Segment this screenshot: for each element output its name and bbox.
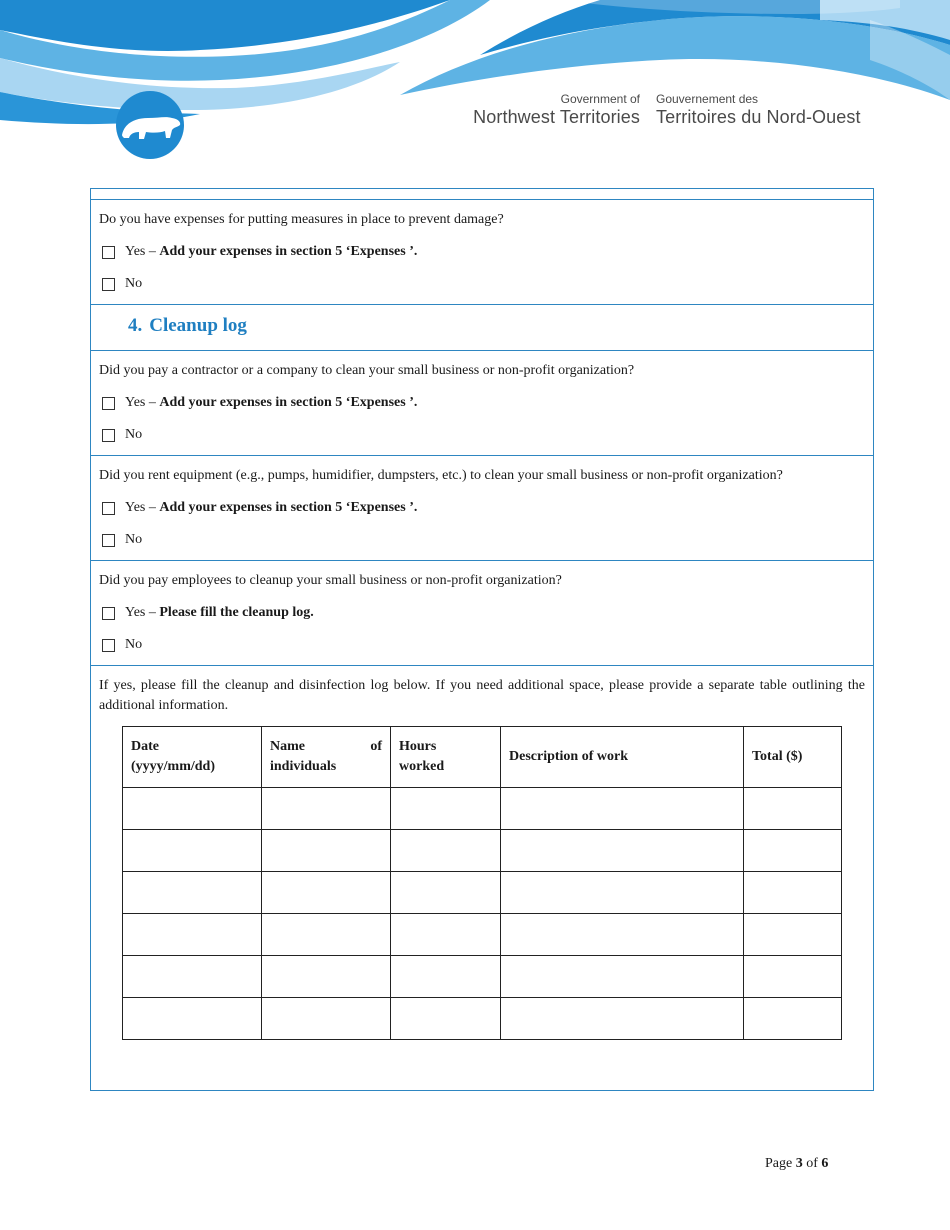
col-date-line2: (yyyy/mm/dd) xyxy=(131,759,215,774)
table-row xyxy=(123,956,842,998)
cell-hours[interactable] xyxy=(391,830,501,872)
cell-total[interactable] xyxy=(744,914,842,956)
cell-name[interactable] xyxy=(262,830,391,872)
gov-fr-small: Gouvernement des xyxy=(656,92,759,106)
cleanup-log-block xyxy=(91,666,873,1090)
col-description-header: Description of work xyxy=(501,727,744,788)
form-top-empty-row xyxy=(91,189,873,200)
no-label: No xyxy=(125,276,143,291)
section-4-header xyxy=(91,305,873,351)
equipment-yes-option[interactable] xyxy=(99,498,865,518)
employees-question-block xyxy=(91,561,873,666)
cell-name[interactable] xyxy=(262,872,391,914)
equipment-question: Did you rent equipment (e.g., pumps, humidifier, dumpsters, etc.) to clean your small business or non-profit organization? xyxy=(99,468,783,483)
employees-yes-option[interactable] xyxy=(99,603,865,623)
prevention-question-block xyxy=(91,200,873,305)
cell-date[interactable] xyxy=(123,830,262,872)
cell-name[interactable] xyxy=(262,914,391,956)
col-date-line1: Date xyxy=(131,739,159,754)
table-row xyxy=(123,998,842,1040)
yes-prefix: Yes – xyxy=(125,500,156,515)
cell-description[interactable] xyxy=(501,872,744,914)
col-hours-line2: worked xyxy=(399,759,445,774)
contractor-question-block xyxy=(91,351,873,456)
checkbox-icon[interactable] xyxy=(102,502,115,515)
cell-hours[interactable] xyxy=(391,914,501,956)
cell-total[interactable] xyxy=(744,956,842,998)
gov-en-small: Government of xyxy=(560,92,640,106)
gov-en-big: Northwest Territories xyxy=(473,107,640,127)
yes-instruction: Add your expenses in section 5 ‘Expenses ’. xyxy=(159,244,418,259)
no-label: No xyxy=(125,532,143,547)
checkbox-icon[interactable] xyxy=(102,639,115,652)
gov-fr-big: Territoires du Nord-Ouest xyxy=(656,107,861,127)
section-title: Cleanup log xyxy=(149,315,247,336)
col-hours-header xyxy=(391,727,501,788)
government-name-french xyxy=(656,92,886,128)
page-total: 6 xyxy=(821,1156,829,1171)
cell-date[interactable] xyxy=(123,914,262,956)
page-of: of xyxy=(806,1156,818,1171)
cell-date[interactable] xyxy=(123,956,262,998)
cell-description[interactable] xyxy=(501,956,744,998)
col-name-header xyxy=(262,727,391,788)
col-name-word2: of xyxy=(370,739,382,754)
col-name-line2: individuals xyxy=(270,759,337,774)
page-current: 3 xyxy=(795,1156,803,1171)
prevention-yes-option[interactable] xyxy=(99,242,865,262)
polar-bear-icon xyxy=(116,91,184,159)
col-hours-line1: Hours xyxy=(399,739,437,754)
page-label: Page xyxy=(765,1156,793,1171)
yes-prefix: Yes – xyxy=(125,605,156,620)
table-row xyxy=(123,872,842,914)
checkbox-icon[interactable] xyxy=(102,397,115,410)
cell-date[interactable] xyxy=(123,872,262,914)
checkbox-icon[interactable] xyxy=(102,607,115,620)
yes-instruction: Add your expenses in section 5 ‘Expenses ’. xyxy=(159,395,418,410)
employees-no-option[interactable] xyxy=(99,635,865,655)
no-label: No xyxy=(125,637,143,652)
prevention-question: Do you have expenses for putting measures in place to prevent damage? xyxy=(99,212,504,227)
cleanup-log-header-row xyxy=(123,727,842,788)
equipment-question-block xyxy=(91,456,873,561)
checkbox-icon[interactable] xyxy=(102,534,115,547)
cell-description[interactable] xyxy=(501,830,744,872)
cell-name[interactable] xyxy=(262,788,391,830)
cleanup-log-table xyxy=(122,726,842,1040)
col-name-word1: Name xyxy=(270,739,305,754)
yes-prefix: Yes – xyxy=(125,244,156,259)
yes-instruction: Please fill the cleanup log. xyxy=(159,605,314,620)
header-banner xyxy=(0,0,950,160)
cleanup-form xyxy=(90,188,874,1091)
cell-hours[interactable] xyxy=(391,956,501,998)
cleanup-log-intro: If yes, please fill the cleanup and disinfection log below. If you need additional space, please provide a separate table outlining the additional information. xyxy=(99,678,865,713)
cell-total[interactable] xyxy=(744,998,842,1040)
cell-total[interactable] xyxy=(744,830,842,872)
equipment-no-option[interactable] xyxy=(99,530,865,550)
cell-hours[interactable] xyxy=(391,872,501,914)
cell-hours[interactable] xyxy=(391,998,501,1040)
col-date-header xyxy=(123,727,262,788)
contractor-yes-option[interactable] xyxy=(99,393,865,413)
cell-name[interactable] xyxy=(262,998,391,1040)
cleanup-log-body xyxy=(123,788,842,1040)
cell-hours[interactable] xyxy=(391,788,501,830)
yes-instruction: Add your expenses in section 5 ‘Expenses ’. xyxy=(159,500,418,515)
table-row xyxy=(123,830,842,872)
cell-total[interactable] xyxy=(744,872,842,914)
government-name-english xyxy=(459,92,640,128)
checkbox-icon[interactable] xyxy=(102,278,115,291)
cell-date[interactable] xyxy=(123,788,262,830)
no-label: No xyxy=(125,427,143,442)
col-name-line1 xyxy=(270,737,382,757)
cell-description[interactable] xyxy=(501,788,744,830)
section-number: 4. xyxy=(128,315,143,336)
contractor-question: Did you pay a contractor or a company to clean your small business or non-profit organization? xyxy=(99,363,635,378)
yes-prefix: Yes – xyxy=(125,395,156,410)
cell-description[interactable] xyxy=(501,914,744,956)
cell-name[interactable] xyxy=(262,956,391,998)
cell-description[interactable] xyxy=(501,998,744,1040)
checkbox-icon[interactable] xyxy=(102,246,115,259)
cell-total[interactable] xyxy=(744,788,842,830)
table-row xyxy=(123,788,842,830)
checkbox-icon[interactable] xyxy=(102,429,115,442)
page-number xyxy=(765,1156,828,1172)
cell-date[interactable] xyxy=(123,998,262,1040)
col-total-header: Total ($) xyxy=(744,727,842,788)
table-row xyxy=(123,914,842,956)
employees-question: Did you pay employees to cleanup your small business or non-profit organization? xyxy=(99,573,562,588)
contractor-no-option[interactable] xyxy=(99,425,865,445)
prevention-no-option[interactable] xyxy=(99,274,865,294)
